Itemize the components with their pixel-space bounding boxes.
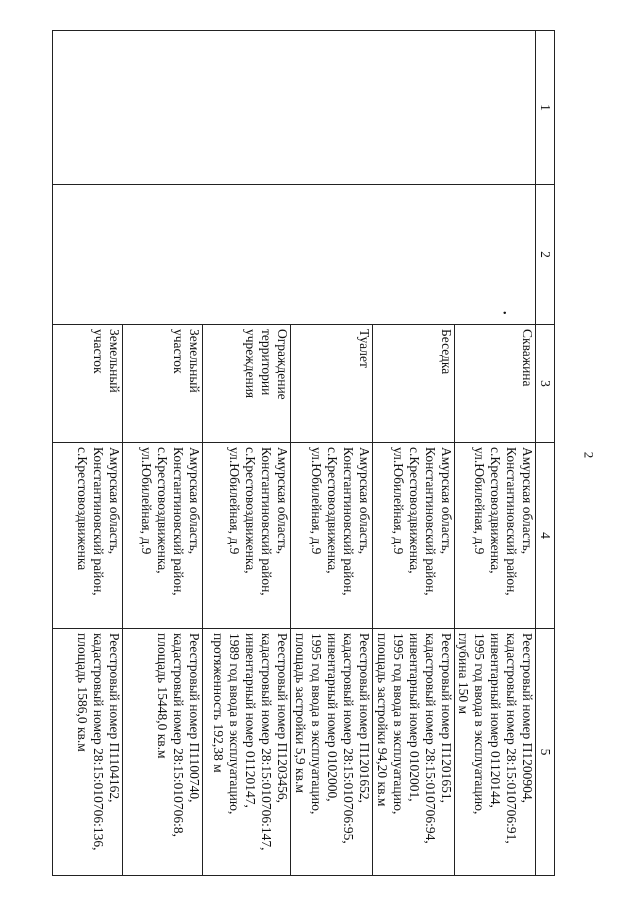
header-row [536, 31, 555, 876]
details-cell: Реестровый номер П1104162, кадастровый номер 28:15:010706:136, площадь 1586,0 кв.м [53, 629, 123, 876]
property-register-table [52, 30, 555, 876]
address-cell: Амурская область, Константиновский район, с.Крестовоздвиженка, ул.Юбилейная, д.9 [455, 443, 536, 629]
table-row [455, 31, 536, 876]
details-cell: Реестровый номер П1203456, кадастровый номер 28:15:010706:147, инвентарный номер 01120147, 1989 год ввода в эксплуатацию, протяженность 192,38 м [203, 629, 291, 876]
object-name-cell: Беседка [373, 325, 455, 443]
object-name-cell: Туалет [291, 325, 373, 443]
details-cell: Реестровый номер П1201651, кадастровый номер 28:15:010706:94, инвентарный номер 0102001, 1995 год ввода в эксплуатацию, площадь застройки 94,20 кв.м [373, 629, 455, 876]
object-name-cell: Земельный участок [123, 325, 203, 443]
address-cell: Амурская область, Константиновский район, с.Крестовоздвиженка, ул.Юбилейная, д.9 [373, 443, 455, 629]
col2-mark: • [498, 311, 509, 315]
header-col-1: 1 [536, 31, 555, 185]
object-name-cell: Скважина [455, 325, 536, 443]
col1-merged-cell [53, 31, 536, 185]
details-cell: Реестровый номер П1100740, кадастровый номер 28:15:010706:8, площадь 15448,0 кв.м [123, 629, 203, 876]
object-name-cell: Земельный участок [53, 325, 123, 443]
col2-merged-cell [53, 185, 536, 325]
address-cell: Амурская область, Константиновский район, с.Крестовоздвиженка, ул.Юбилейная, д.9 [203, 443, 291, 629]
header-col-3: 3 [536, 325, 555, 443]
page-number: 2 [581, 451, 597, 459]
address-cell: Амурская область, Константиновский район, с.Крестовоздвиженка [53, 443, 123, 629]
address-cell: Амурская область, Константиновский район, с.Крестовоздвиженка, ул.Юбилейная, д.9 [123, 443, 203, 629]
header-col-4: 4 [536, 443, 555, 629]
object-name-cell: Ограждение территории учреждения [203, 325, 291, 443]
address-cell: Амурская область, Константиновский район, с.Крестовоздвиженка, ул.Юбилейная, д.9 [291, 443, 373, 629]
header-col-5: 5 [536, 629, 555, 876]
rotated-page [55, 30, 555, 875]
details-cell: Реестровый номер П1200904, кадастровый номер 28:15:010706:91, инвентарный номер 01120144, 1995 год ввода в эксплуатацию, глубина 150 м [455, 629, 536, 876]
header-col-2: 2 [536, 185, 555, 325]
details-cell: Реестровый номер П1201652, кадастровый номер 28:15:010706:95, инвентарный номер 0102000, 1995 год ввода в эксплуатацию, площадь застройки 5,9 кв.м [291, 629, 373, 876]
